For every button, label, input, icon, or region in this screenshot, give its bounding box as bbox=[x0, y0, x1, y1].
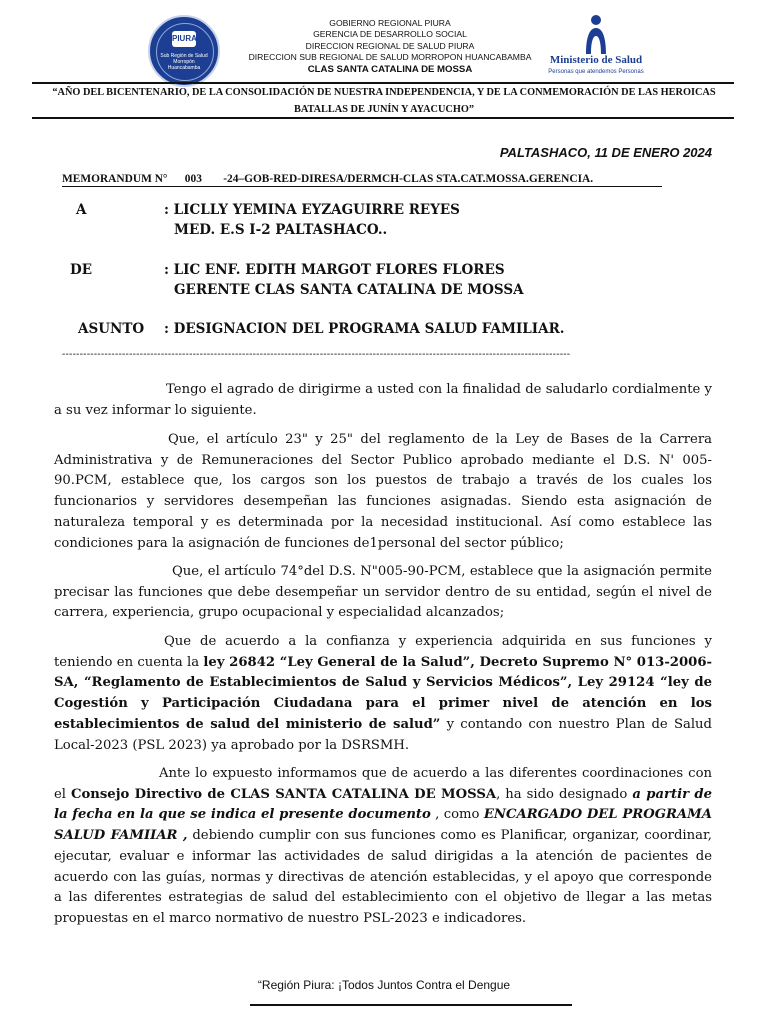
paragraph-4-text bbox=[54, 632, 712, 756]
family-figure-icon bbox=[582, 14, 610, 56]
paragraph-5-como: , como bbox=[430, 807, 484, 823]
from-label: DE bbox=[70, 262, 92, 278]
paragraph-4-close: y contando con nuestro Plan de Salud Local-2023 (PSL 2023) ya aprobado por la DSRSMH. bbox=[54, 716, 712, 753]
year-slogan: “AÑO DEL BICENTENARIO, DE LA CONSOLIDACIÓN DE NUESTRA INDEPENDENCIA, Y DE LA CONMEMORACIÓN DE LAS HEROICAS BATALLAS DE JUNÍN Y AYACUCHO” bbox=[52, 87, 716, 115]
clas-name: CLAS SANTA CATALINA DE MOSSA bbox=[307, 63, 473, 75]
memo-prefix: MEMORANDUM N° bbox=[62, 173, 168, 185]
to-value bbox=[164, 200, 460, 240]
logo-caption: Sub Región de Salud Morropón Huancabamba bbox=[160, 53, 208, 71]
paragraph-4-intro: Que de acuerdo a la confianza y experiencia adquirida en sus funciones y teniendo en cuenta la bbox=[54, 634, 712, 670]
logo-mark: PIURA bbox=[172, 31, 196, 47]
ministry-tagline: Personas que atendemos Personas bbox=[548, 69, 644, 75]
legal-references: ley 26842 “Ley General de la Salud”, Decreto Supremo N° 013-2006-SA, “Reglamento de Establecimientos de Salud y Servicios Médicos”, Ley 29124 “ley de Cogestión y Participación Ciudadana para el primer nivel de atención en los establecimientos de salud del ministerio de salud” bbox=[54, 654, 712, 732]
place-date: PALTASHACO, 11 DE ENERO 2024 bbox=[499, 145, 712, 160]
ministry-logo bbox=[548, 14, 644, 80]
sub-region-logo bbox=[148, 15, 220, 87]
paragraph-2 bbox=[54, 430, 712, 554]
council-name: Consejo Directivo de CLAS SANTA CATALINA DE MOSSA bbox=[71, 786, 497, 802]
paragraph-5-duties: debiendo cumplir con sus funciones como es Planificar, organizar, coordinar, ejecutar, evaluar e informar las actividades de salud dirigidas a la atención de pacientes de acuerdo con las guías, normas y directivas de atención establecidas, y el apoyo que corresponde a las diferentes estrategias de salud del establecimiento con el objetivo de llegar a las metas propuestas en el marco normativo de nuestro PSL-2023 e indicadores. bbox=[54, 828, 712, 926]
header-rule-bottom bbox=[32, 117, 734, 119]
to-label: A bbox=[76, 202, 87, 218]
memo-number: 003 bbox=[184, 173, 202, 185]
separator-line: ------------------------------------------------------------------------------------------------------------------------------------------------ bbox=[62, 349, 571, 360]
footer-slogan: “Región Piura: ¡Todos Juntos Contra el Dengue bbox=[257, 978, 511, 992]
to-position: MED. E.S I-2 PALTASHACO.. bbox=[174, 222, 388, 238]
paragraph-1-text: Tengo el agrado de dirigirme a usted con la finalidad de saludarlo cordialmente y a su vez informar lo siguiente. bbox=[54, 382, 712, 418]
paragraph-5-text bbox=[54, 764, 712, 930]
footer-rule bbox=[250, 1004, 572, 1006]
to-name: : LICLLY YEMINA EYZAGUIRRE REYES bbox=[164, 202, 460, 218]
from-name: : LIC ENF. EDITH MARGOT FLORES FLORES bbox=[164, 262, 505, 278]
paragraph-4 bbox=[54, 632, 712, 756]
memorandum-number bbox=[62, 172, 662, 187]
from-value bbox=[164, 260, 524, 300]
header-line-1: GOBIERNO REGIONAL PIURA bbox=[329, 18, 451, 28]
paragraph-5-intro: Ante lo expuesto informamos que de acuerdo a las diferentes coordinaciones con el bbox=[54, 766, 712, 802]
paragraph-2-text: Que, el artículo 23" y 25" del reglamento de la Ley de Bases de la Carrera Administrativa y de Remuneraciones del Sector Publico aprobado mediante el D.S. N' 005-90.PCM, establece que, los cargos son los puestos de trabajo a través de los cuales los funcionarios y servidores desempeñan las funciones asignadas. Siendo esta asignación de naturaleza temporal y es determinada por la necesidad institucional. Así como establece las condiciones para la asignación de funciones de1personal del sector público; bbox=[54, 432, 712, 551]
paragraph-5 bbox=[54, 764, 712, 930]
effective-date-clause: a partir de la fecha en la que se indica el presente documento bbox=[54, 786, 713, 823]
paragraph-3 bbox=[54, 562, 712, 624]
letterhead bbox=[230, 18, 550, 75]
paragraph-1 bbox=[54, 380, 712, 421]
subject-value: : DESIGNACION DEL PROGRAMA SALUD FAMILIAR. bbox=[164, 321, 565, 337]
subject-label: ASUNTO bbox=[78, 321, 145, 337]
ministry-title: Ministerio de Salud bbox=[549, 54, 643, 66]
paragraph-5-designated: , ha sido designado bbox=[496, 786, 633, 802]
memo-suffix: -24–GOB-RED-DIRESA/DERMCH-CLAS STA.CAT.MOSSA.GERENCIA. bbox=[223, 173, 594, 185]
from-position: GERENTE CLAS SANTA CATALINA DE MOSSA bbox=[174, 282, 524, 298]
header-line-2: GERENCIA DE DESARROLLO SOCIAL bbox=[313, 29, 467, 40]
paragraph-3-text: Que, el artículo 74°del D.S. N"005-90-PCM, establece que la asignación permite precisar las funciones que debe desempeñar un servidor dentro de su entidad, según el nivel de carrera, experiencia, grupo ocupacional y especialidad alcanzados; bbox=[54, 564, 712, 621]
assigned-role: ENCARGADO DEL PROGRAMA SALUD FAMIIAR , bbox=[54, 807, 712, 844]
header-line-4: DIRECCION SUB REGIONAL DE SALUD MORROPON HUANCABAMBA bbox=[248, 52, 532, 63]
header-line-3: DIRECCION REGIONAL DE SALUD PIURA bbox=[305, 40, 475, 51]
